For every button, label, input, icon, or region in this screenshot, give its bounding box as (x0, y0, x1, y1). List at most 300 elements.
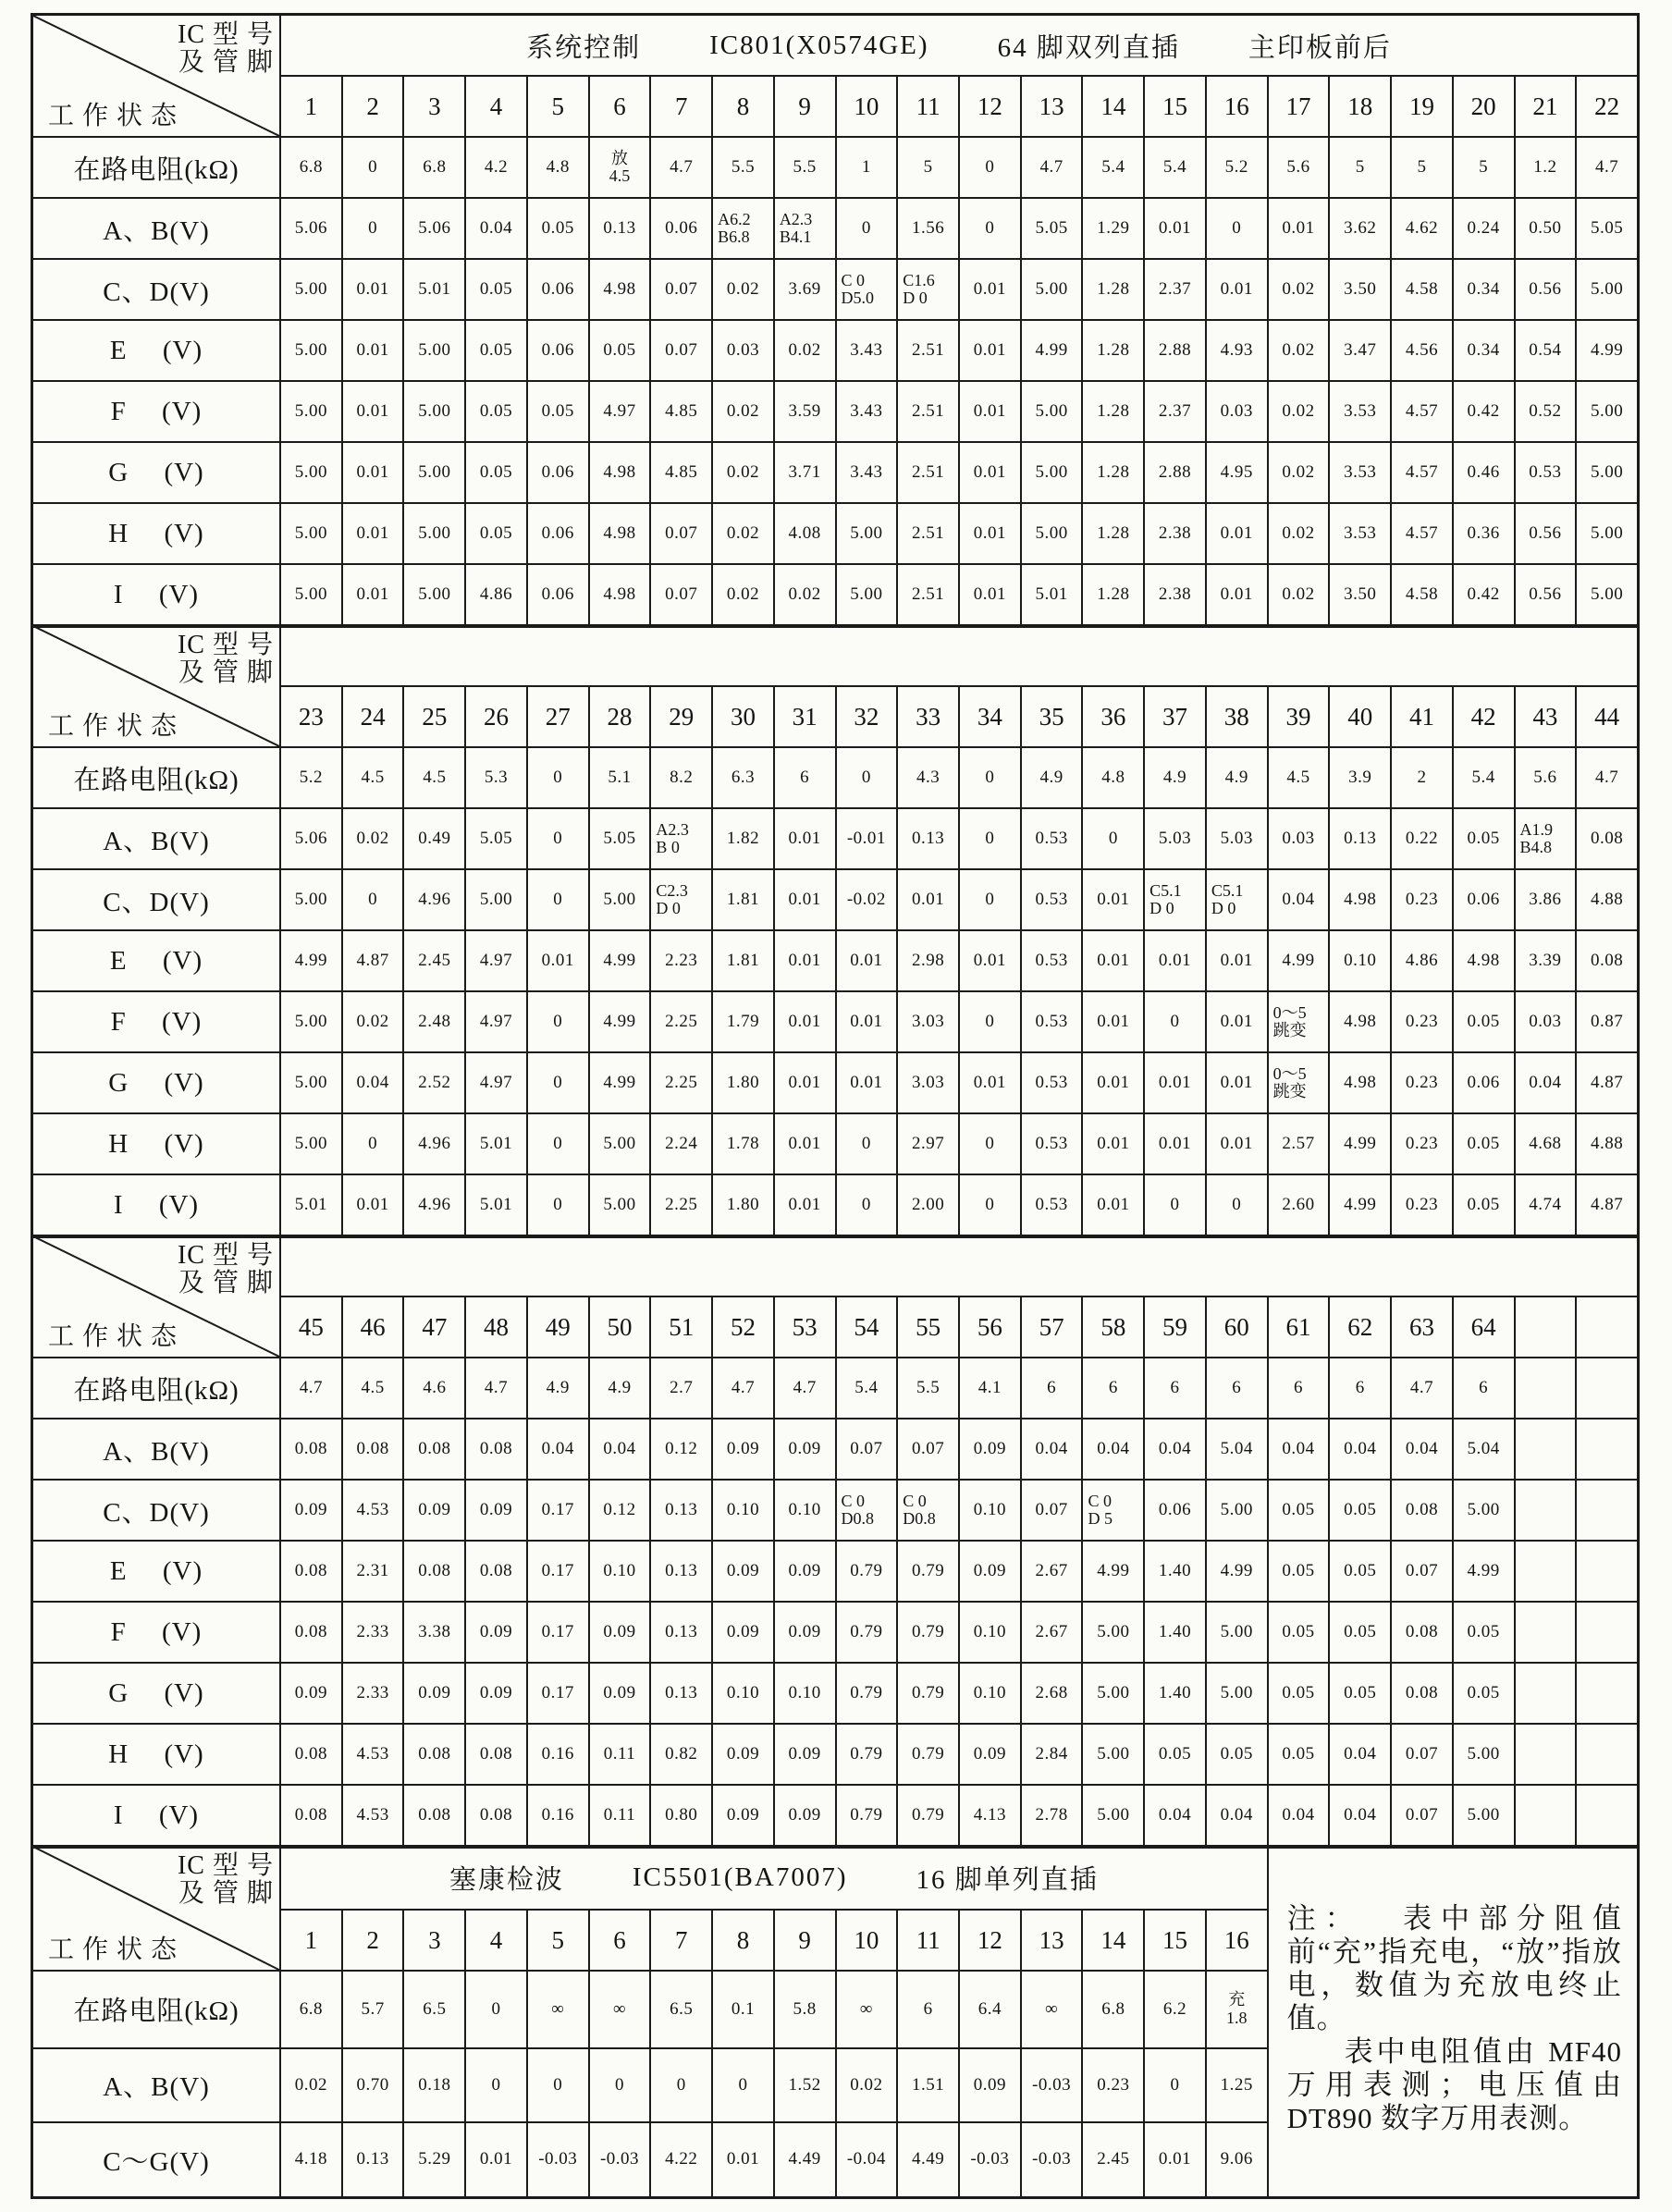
table-cell: 0.09 (960, 1725, 1020, 1784)
table-cell: 5.7 (343, 1972, 403, 2046)
table-cell: 6.2 (1145, 1972, 1205, 2046)
pin-number-cell: 49 (528, 1297, 588, 1357)
table-cell: 0.08 (281, 1542, 341, 1601)
table-cell: 0.01 (960, 321, 1020, 380)
table-cell: 3.62 (1330, 199, 1390, 258)
table-cell: 0.10 (590, 1542, 650, 1601)
table-cell: 0 (528, 1114, 588, 1174)
table-cell: 5.29 (404, 2123, 464, 2196)
table-cell: 0.16 (528, 1786, 588, 1845)
empty-cell (1577, 1664, 1637, 1723)
table-cell: 4.7 (651, 138, 711, 197)
table-cell: 0.02 (713, 443, 773, 502)
table-cell: 4.74 (1516, 1175, 1576, 1235)
table-cell: 3.47 (1330, 321, 1390, 380)
table-cell: 5.4 (837, 1358, 897, 1418)
table-cell: 5.4 (1083, 138, 1143, 197)
table-cell: 0.10 (713, 1664, 773, 1723)
table-cell: 5.4 (1145, 138, 1205, 197)
table-cell: 0.09 (775, 1603, 835, 1662)
table-cell: 2.24 (651, 1114, 711, 1174)
table-cell: 4.99 (1022, 321, 1082, 380)
table-cell: 0.80 (651, 1786, 711, 1845)
table-cell: 0.01 (775, 1114, 835, 1174)
pin-number-cell: 29 (651, 687, 711, 746)
pin-number-cell: 56 (960, 1297, 1020, 1357)
table-cell: 5.05 (1022, 199, 1082, 258)
table-cell: 0.49 (404, 809, 464, 868)
table-cell: 5.00 (1022, 382, 1082, 441)
table-cell: 6.8 (1083, 1972, 1143, 2046)
table-cell: 2.37 (1145, 382, 1205, 441)
table-cell: 0.01 (528, 931, 588, 990)
table-cell: 5.00 (1083, 1603, 1143, 1662)
note-paragraph (1287, 1902, 1622, 2035)
table-cell: 4.56 (1392, 321, 1452, 380)
empty-cell (1516, 1419, 1576, 1479)
table-cell: 0.05 (1330, 1603, 1390, 1662)
table-cell: 6 (1022, 1358, 1082, 1418)
table-cell: 0.01 (898, 870, 958, 929)
table-cell: 4.97 (466, 1053, 526, 1112)
table-cell: 0 (590, 2049, 650, 2121)
pin-number-cell: 22 (1577, 77, 1637, 136)
table-cell: 4.99 (1330, 1175, 1390, 1235)
pin-number-cell: 57 (1022, 1297, 1082, 1357)
table-cell: 5.03 (1207, 809, 1267, 868)
empty-cell (1516, 1603, 1576, 1662)
pin-number-cell: 12 (960, 1911, 1020, 1970)
row-label: E (V) (33, 931, 279, 990)
pin-number-cell: 5 (528, 77, 588, 136)
table-cell: 0.07 (651, 565, 711, 624)
table-cell: 5.2 (1207, 138, 1267, 197)
table-cell: 0.10 (775, 1481, 835, 1540)
table-cell: 4.99 (590, 1053, 650, 1112)
pin-number-cell: 14 (1083, 77, 1143, 136)
table-cell: -0.01 (837, 809, 897, 868)
pin-number-cell: 11 (898, 1911, 958, 1970)
table-cell: 0.03 (1516, 992, 1576, 1051)
table-cell: 0.06 (528, 260, 588, 319)
pin-label: 及 管 脚 (178, 1879, 274, 1909)
pin-number-cell: 11 (898, 77, 958, 136)
table-cell: 0 (960, 870, 1020, 929)
table-cell: 0.56 (1516, 260, 1576, 319)
table-cell: 4.5 (404, 748, 464, 807)
table-cell: 1.80 (713, 1175, 773, 1235)
table-cell: 2.52 (404, 1053, 464, 1112)
table-cell: 0.01 (960, 931, 1020, 990)
table-cell: 4.7 (281, 1358, 341, 1418)
table-cell: 2.38 (1145, 565, 1205, 624)
table-cell: 0.04 (466, 199, 526, 258)
table-cell: 0.24 (1454, 199, 1514, 258)
table-cell: 0.04 (1516, 1053, 1576, 1112)
table-cell: 1.51 (898, 2049, 958, 2121)
pin-number-cell: 35 (1022, 687, 1082, 746)
table-cell: 0.02 (713, 260, 773, 319)
table-cell: 0.50 (1516, 199, 1576, 258)
title-part: 塞康检波 (449, 1865, 564, 1896)
table-cell: 0.16 (528, 1725, 588, 1784)
pin-number-cell: 8 (713, 1911, 773, 1970)
table-cell: 4.7 (1577, 748, 1637, 807)
table-cell: 1.78 (713, 1114, 773, 1174)
table-cell: -0.03 (1022, 2049, 1082, 2121)
table-cell: 6 (775, 748, 835, 807)
table-cell: 1.28 (1083, 565, 1143, 624)
table-cell-multiline (1269, 992, 1329, 1051)
row-label: A、B(V) (33, 199, 279, 258)
table-cell: 0.07 (837, 1419, 897, 1479)
pin-number-cell: 9 (775, 1911, 835, 1970)
table-cell: 2.84 (1022, 1725, 1082, 1784)
pin-number-cell: 15 (1145, 77, 1205, 136)
table-cell: -0.02 (837, 870, 897, 929)
table-cell: 5.01 (466, 1114, 526, 1174)
pin-number-cell: 5 (528, 1911, 588, 1970)
table-cell: 4.86 (1392, 931, 1452, 990)
table-cell: 2.78 (1022, 1786, 1082, 1845)
table-cell: 0.02 (713, 504, 773, 563)
pin-number-cell: 32 (837, 687, 897, 746)
cell-line: B 0 (656, 838, 680, 857)
table-cell: 2.67 (1022, 1542, 1082, 1601)
table-cell: 4.97 (466, 992, 526, 1051)
pin-number-cell: 51 (651, 1297, 711, 1357)
table-cell: 4.98 (590, 565, 650, 624)
table-cell: 4.68 (1516, 1114, 1576, 1174)
table-cell: 0 (466, 2049, 526, 2121)
pin-number-cell: 16 (1207, 1911, 1267, 1970)
table-cell: 4.1 (960, 1358, 1020, 1418)
table-cell: 0.01 (1145, 931, 1205, 990)
table-cell: 0.07 (651, 260, 711, 319)
table-cell: 0.36 (1454, 504, 1514, 563)
pin-number-cell: 24 (343, 687, 403, 746)
cell-line: A2.3 (656, 819, 689, 839)
table-cell: 4.98 (1330, 992, 1390, 1051)
table-cell: 0.08 (1577, 809, 1637, 868)
table-cell: 0.09 (713, 1786, 773, 1845)
table-cell: 0.08 (1392, 1481, 1452, 1540)
table-cell: 1.81 (713, 931, 773, 990)
table-cell: 6.4 (960, 1972, 1020, 2046)
pin-number-cell: 21 (1516, 77, 1576, 136)
table-cell: 0.79 (898, 1725, 958, 1784)
pin-number-cell: 23 (281, 687, 341, 746)
table-cell: 4.95 (1207, 443, 1267, 502)
table-cell: 6 (898, 1972, 958, 2046)
row-label: C～G(V) (33, 2123, 279, 2196)
note-cell (1269, 1847, 1637, 2196)
table-cell: 5.00 (404, 565, 464, 624)
table-cell: 0.53 (1022, 992, 1082, 1051)
table-cell: 2.51 (898, 565, 958, 624)
table-cell-multiline (713, 199, 773, 258)
table-cell: 0.05 (1269, 1603, 1329, 1662)
table-cell: 0 (1207, 1175, 1267, 1235)
table-cell: 0.01 (837, 1053, 897, 1112)
table-cell: 0.04 (1269, 1786, 1329, 1845)
table-cell: 0.09 (281, 1664, 341, 1723)
table-cell: 0.09 (713, 1603, 773, 1662)
table-cell: 0.82 (651, 1725, 711, 1784)
table-cell: 5.01 (281, 1175, 341, 1235)
table-cell: 0 (960, 138, 1020, 197)
table-cell: 4.53 (343, 1481, 403, 1540)
table-cell: 4.7 (713, 1358, 773, 1418)
title-part: 系统控制 (526, 32, 642, 63)
table-cell: 0.04 (1207, 1786, 1267, 1845)
table-cell: 5.00 (1022, 260, 1082, 319)
table-cell: 5.4 (1454, 748, 1514, 807)
table-cell: 4.85 (651, 382, 711, 441)
empty-cell (1577, 1419, 1637, 1479)
table-cell: 5.00 (281, 504, 341, 563)
table-cell: 4.5 (343, 748, 403, 807)
table-cell: 4.9 (528, 1358, 588, 1418)
table-cell: 5.2 (281, 748, 341, 807)
pin-number-cell: 52 (713, 1297, 773, 1357)
pin-number-cell: 37 (1145, 687, 1205, 746)
table-cell: 0.04 (1330, 1725, 1390, 1784)
table-cell: 0.01 (775, 992, 835, 1051)
table-cell: 4.97 (590, 382, 650, 441)
table-cell: 2.88 (1145, 321, 1205, 380)
table-cell: 1.52 (775, 2049, 835, 2121)
table-cell: 0.02 (281, 2049, 341, 2121)
pin-number-cell: 1 (281, 1911, 341, 1970)
table-cell: 5.00 (281, 870, 341, 929)
table-cell: 0 (528, 2049, 588, 2121)
table-cell: 4.99 (590, 992, 650, 1051)
table-cell-multiline (1207, 1972, 1267, 2046)
pin-number-cell: 59 (1145, 1297, 1205, 1357)
table-cell: 3.03 (898, 1053, 958, 1112)
table-cell: 0.10 (960, 1481, 1020, 1540)
table-cell: 5.00 (1207, 1664, 1267, 1723)
title-part: IC801(X0574GE) (709, 30, 929, 60)
table-cell: 0 (1207, 199, 1267, 258)
table-cell: 0.05 (528, 382, 588, 441)
table-cell: 5.00 (590, 870, 650, 929)
table-cell: 5.00 (281, 443, 341, 502)
table-cell: 4.93 (1207, 321, 1267, 380)
table-cell: 4.7 (775, 1358, 835, 1418)
table-cell: 5.00 (281, 992, 341, 1051)
table-cell: 2.51 (898, 504, 958, 563)
table-cell-multiline (1269, 1053, 1329, 1112)
table-cell: 0.05 (590, 321, 650, 380)
table-cell: 0.04 (1269, 1419, 1329, 1479)
table-cell: 5.00 (1577, 260, 1637, 319)
table-cell: 0.79 (898, 1786, 958, 1845)
table-cell: 2.31 (343, 1542, 403, 1601)
empty-cell (1577, 1603, 1637, 1662)
cell-line: A2.3 (779, 209, 813, 228)
table-cell: 0.02 (343, 992, 403, 1051)
table-cell: 0.05 (1269, 1664, 1329, 1723)
table-cell: 6.8 (281, 138, 341, 197)
table-cell: 5.00 (1083, 1725, 1143, 1784)
table-cell: 0.01 (1269, 199, 1329, 258)
cell-line: C 0 (841, 1491, 866, 1510)
pin-number-cell: 4 (466, 1911, 526, 1970)
table-cell: 0.09 (960, 1542, 1020, 1601)
table-cell: 5.6 (1516, 748, 1576, 807)
table-cell: 0.02 (343, 809, 403, 868)
pin-number-cell: 48 (466, 1297, 526, 1357)
table-cell: 0.10 (960, 1603, 1020, 1662)
table-cell: 0.05 (1269, 1481, 1329, 1540)
table-cell: 3.03 (898, 992, 958, 1051)
table-cell: 0.23 (1392, 1175, 1452, 1235)
table-cell: 4.57 (1392, 504, 1452, 563)
pin-number-cell: 40 (1330, 687, 1390, 746)
pin-number-cell: 61 (1269, 1297, 1329, 1357)
table-cell: 0.53 (1516, 443, 1576, 502)
empty-cell (1577, 1725, 1637, 1784)
note-text: 表中电阻值由 MF40 万用表测；电压值由 DT890 数字万用表测。 (1286, 2035, 1622, 2135)
table-cell: 2.68 (1022, 1664, 1082, 1723)
table-cell-multiline (1145, 870, 1205, 929)
table-cell: 0.08 (1392, 1664, 1452, 1723)
table-cell: 1.40 (1145, 1664, 1205, 1723)
table-cell: 4.7 (466, 1358, 526, 1418)
table-cell: 0.13 (898, 809, 958, 868)
table-cell: 0.06 (1454, 1053, 1514, 1112)
table-cell: 4.3 (898, 748, 958, 807)
table-cell: 0.08 (1577, 931, 1637, 990)
table-cell: 0.79 (898, 1542, 958, 1601)
table-cell: 4.49 (898, 2123, 958, 2196)
table-cell: 0 (466, 1972, 526, 2046)
corner-header-cell (33, 16, 279, 136)
table-cell: 3.71 (775, 443, 835, 502)
table-cell: 6 (1207, 1358, 1267, 1418)
table-cell: 5.00 (1022, 504, 1082, 563)
table-cell: 0.05 (1454, 1114, 1514, 1174)
table-cell: 0.23 (1392, 1053, 1452, 1112)
pin-number-cell: 53 (775, 1297, 835, 1357)
table-cell: 0.02 (1269, 321, 1329, 380)
pin-number-cell: 18 (1330, 77, 1390, 136)
table-cell: 5.00 (837, 504, 897, 563)
pin-number-cell: 26 (466, 687, 526, 746)
table-cell: 0.11 (590, 1725, 650, 1784)
ic-model-label: IC 型 号 (177, 1851, 274, 1881)
table-cell: 5.00 (1577, 443, 1637, 502)
table-cell: 4.98 (1454, 931, 1514, 990)
pin-number-cell: 58 (1083, 1297, 1143, 1357)
table-cell: 0.79 (898, 1603, 958, 1662)
cell-line: D 5 (1088, 1509, 1113, 1529)
table-cell: 0.02 (713, 382, 773, 441)
table-cell: 6 (1269, 1358, 1329, 1418)
table-cell: 0.04 (1083, 1419, 1143, 1479)
pin-number-cell: 7 (651, 1911, 711, 1970)
table-cell: 2.25 (651, 1175, 711, 1235)
table-cell: 0.04 (590, 1419, 650, 1479)
table-cell: 0.01 (1145, 2123, 1205, 2196)
table-cell: 5.05 (590, 809, 650, 868)
section-title (281, 1236, 1637, 1296)
table-cell: 0 (343, 870, 403, 929)
table-cell: 0.12 (590, 1481, 650, 1540)
pin-label: 及 管 脚 (178, 48, 274, 77)
table-cell: 0.13 (651, 1481, 711, 1540)
table-cell: 0.79 (837, 1786, 897, 1845)
table-cell: 4.86 (466, 565, 526, 624)
pin-number-cell: 13 (1022, 1911, 1082, 1970)
table-cell: 0.87 (1577, 992, 1637, 1051)
table-cell: 6.5 (404, 1972, 464, 2046)
table-cell: 1.25 (1207, 2049, 1267, 2121)
table-cell: 4.58 (1392, 565, 1452, 624)
table-cell: 0 (960, 1175, 1020, 1235)
table-cell: 0.56 (1516, 504, 1576, 563)
title-part: 主印板前后 (1248, 32, 1392, 63)
table-cell: 0.04 (1145, 1786, 1205, 1845)
section-title (281, 1847, 1267, 1909)
table-cell: 0.04 (1392, 1419, 1452, 1479)
table-cell: 0.07 (1022, 1481, 1082, 1540)
table-cell: 3.39 (1516, 931, 1576, 990)
table-cell: 0.04 (1330, 1786, 1390, 1845)
row-label: I (V) (33, 1175, 279, 1235)
table-cell: 1.81 (713, 870, 773, 929)
table-cell: 0.02 (1269, 504, 1329, 563)
table-cell: 0.09 (775, 1542, 835, 1601)
table-cell: 4.7 (1022, 138, 1082, 197)
table-cell: 0.01 (1207, 1114, 1267, 1174)
cell-line: 0～5 (1272, 1063, 1307, 1083)
table-cell: 4.22 (651, 2123, 711, 2196)
table-cell: 0.05 (466, 504, 526, 563)
pin-number-cell: 4 (466, 77, 526, 136)
table-cell: 0.09 (466, 1481, 526, 1540)
table-cell: 2.48 (404, 992, 464, 1051)
table-cell: 4.98 (1330, 870, 1390, 929)
table-cell: 0.01 (343, 565, 403, 624)
table-cell: 0.01 (1207, 1053, 1267, 1112)
table-cell: 4.87 (343, 931, 403, 990)
cell-line: 放 (610, 148, 628, 167)
section-title (281, 626, 1637, 685)
table-cell: 0.01 (343, 260, 403, 319)
table-cell: 0.42 (1454, 565, 1514, 624)
table-cell: 5.5 (713, 138, 773, 197)
table-cell: 5.00 (281, 382, 341, 441)
table-cell: 4.98 (590, 260, 650, 319)
table-cell: 5.00 (404, 504, 464, 563)
table-cell: 4.57 (1392, 382, 1452, 441)
table-cell: 2.33 (343, 1603, 403, 1662)
table-cell: 0.08 (466, 1786, 526, 1845)
table-cell: 0.07 (1392, 1725, 1452, 1784)
row-label: C、D(V) (33, 260, 279, 319)
pin-number-cell: 28 (590, 687, 650, 746)
table-cell: 2.51 (898, 443, 958, 502)
table-cell: 0.01 (960, 260, 1020, 319)
row-label: I (V) (33, 565, 279, 624)
table-cell: 0.08 (1392, 1603, 1452, 1662)
cell-line: 跳变 (1272, 1082, 1307, 1101)
table-cell: 0.53 (1022, 1175, 1082, 1235)
table-cell: 2.33 (343, 1664, 403, 1723)
